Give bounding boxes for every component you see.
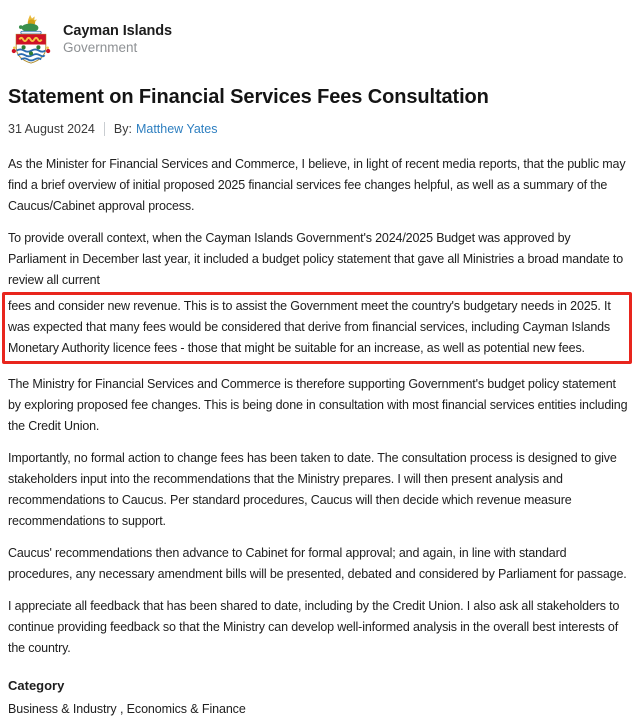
paragraph-6: I appreciate all feedback that has been shared to date, including by the Credit Union. I also ask all stakeholders to continue providing feedback so that the Ministry can develop well-informed analysis in the overall best interests of the country. [8,599,620,655]
page-title: Statement on Financial Services Fees Consultation [8,86,489,108]
by-label: By: [113,122,132,136]
paragraph-3: The Ministry for Financial Services and Commerce is therefore supporting Government's budget policy statement by exploring proposed fee changes. This is being done in consultation with most financial services entities including the Credit Union. [8,377,628,433]
category-label: Category [8,678,65,693]
paragraph-1: As the Minister for Financial Services and Commerce, I believe, in light of recent media reports, that the public may find a brief overview of initial proposed 2025 financial services fee changes helpful, as well as a summary of the Caucus/Cabinet approval process. [8,157,626,213]
author-link[interactable]: Matthew Yates [135,122,218,136]
publish-date: 31 August 2024 [8,122,95,136]
paragraph-2-intro: To provide overall context, when the Cayman Islands Government's 2024/2025 Budget was approved by Parliament in December last year, it included a budget policy statement that gave all Ministries a broad mandate to review all current [8,231,624,287]
byline-author-group [114,122,218,136]
paragraph-2-highlighted: fees and consider new revenue. This is to assist the Government meet the country's budgetary needs in 2025. It was expected that many fees would be considered that derive from financial services, including Cayman Islands Monetary Authority licence fees - those that might be suitable for an increase, as well as potential new fees. [8,299,611,355]
org-name: Cayman Islands [63,22,173,39]
org-subtitle: Government [63,39,138,55]
paragraph-5: Caucus' recommendations then advance to Cabinet for formal approval; and again, in line with standard procedures, any necessary amendment bills will be presented, debated and considered by Parliament for passage. [8,546,627,581]
category-values: Business & Industry , Economics & Finance [8,702,246,716]
cayman-coat-of-arms-icon [10,14,52,64]
byline [8,122,628,136]
site-logo[interactable] [10,14,628,64]
logo-wordmark [63,22,172,56]
red-annotation-box [2,292,632,364]
byline-divider [104,122,105,136]
paragraph-4: Importantly, no formal action to change fees has been taken to date. The consultation process is designed to give stakeholders input into the recommendations that the Ministry prepares. I will then present analysis and recommendations to Caucus. Per standard procedures, Caucus will then decide which revenue measure recommendations to support. [8,451,617,528]
article-body [8,154,628,659]
